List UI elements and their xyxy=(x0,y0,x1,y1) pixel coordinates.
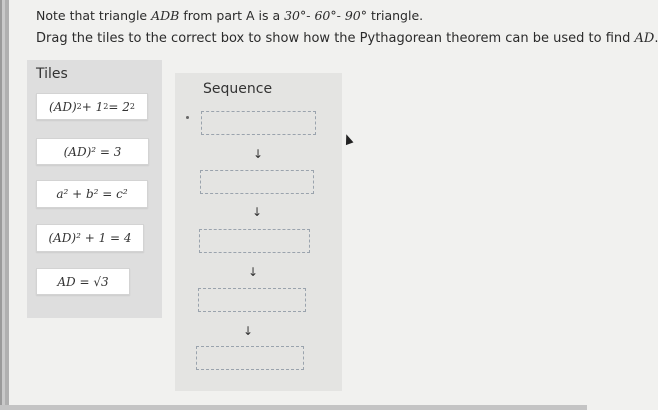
bottom-band xyxy=(0,405,587,410)
prompt-math-angles: 30°- 60°- 90° xyxy=(284,8,367,23)
sequence-slot-3[interactable] xyxy=(199,229,310,253)
tile-text: (AD)² + 1 = 4 xyxy=(48,231,132,245)
tile-part: = 2 xyxy=(108,99,130,114)
sequence-slot-1[interactable] xyxy=(201,111,316,135)
tiles-heading: Tiles xyxy=(36,66,68,82)
tile-text: (AD)² = 3 xyxy=(63,144,122,159)
down-arrow-icon: ↓ xyxy=(248,265,259,279)
down-arrow-icon: ↓ xyxy=(243,324,254,338)
tile-text: AD = √3 xyxy=(57,274,109,289)
prompt-text: triangle. xyxy=(366,8,424,23)
prompt-line-1 xyxy=(36,8,423,23)
tile-ad-equals-root-3[interactable] xyxy=(36,268,130,295)
sequence-slot-4[interactable] xyxy=(198,288,306,312)
sequence-slot-5[interactable] xyxy=(196,346,304,370)
tile-exponent: 2 xyxy=(76,102,82,111)
prompt-text xyxy=(654,31,658,46)
sequence-heading: Sequence xyxy=(203,81,273,97)
prompt-math-ad: AD xyxy=(634,31,655,46)
prompt-text: Drag the tiles to the correct box to show how the Pythagorean theorem can be used to find xyxy=(36,31,635,46)
tile-text: a² + b² = c² xyxy=(56,187,128,201)
tile-part: + 1 xyxy=(81,99,104,114)
tile-ad-squared-equals-3[interactable] xyxy=(36,138,149,165)
prompt-text: Note that triangle xyxy=(36,8,152,23)
mouse-cursor-icon xyxy=(343,133,354,145)
left-edge-bar xyxy=(0,0,9,410)
prompt-math-triangle: ADB xyxy=(151,8,180,23)
down-arrow-icon: ↓ xyxy=(253,147,264,161)
prompt-line-2 xyxy=(36,31,658,46)
tile-exponent: 2 xyxy=(129,102,135,111)
prompt-text: from part A is a xyxy=(179,8,285,23)
tile-part: (AD) xyxy=(49,99,77,114)
tile-pythagorean-theorem[interactable] xyxy=(36,180,148,208)
down-arrow-icon: ↓ xyxy=(252,205,263,219)
tile-ad-squared-plus-1-equals-4[interactable] xyxy=(36,224,144,252)
bullet-dot xyxy=(186,116,189,119)
tile-ad-squared-plus-1-squared-equals-2-squared[interactable] xyxy=(36,93,148,120)
sequence-slot-2[interactable] xyxy=(200,170,314,194)
tile-exponent: 2 xyxy=(103,102,109,111)
